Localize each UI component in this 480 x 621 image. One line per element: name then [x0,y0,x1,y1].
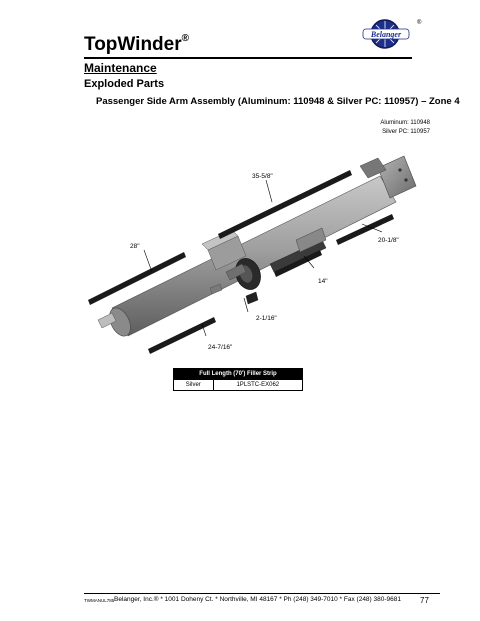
footer-address: Belanger, Inc.® * 1001 Doheny Ct. * Northville, MI 48167 * Ph (248) 349-7010 * Fax (248) 380-9681 [114,596,401,603]
subsection-heading: Exploded Parts [84,78,165,90]
table-cell-color: Silver [174,380,214,391]
logo-wordmark: Belanger [370,30,402,39]
table-cell-part: 1PLSTC-EX062 [213,380,302,391]
part-number-aluminum: Aluminum: 110948 [380,120,430,126]
filler-strip-table [173,368,303,391]
logo-registered-mark: ® [417,20,422,26]
footer-rule [84,593,440,594]
callout-20-1-8: 20-1/8" [378,237,399,244]
callout-14: 14" [318,278,328,285]
callout-35-5-8: 35-5/8" [252,173,273,180]
table-row [174,380,303,391]
callout-2-1-16: 2-1/16" [256,315,277,322]
section-heading: Maintenance [84,61,157,75]
part-number-silver-pc: Silver PC: 110957 [382,129,430,135]
callout-24-7-16: 24-7/16" [208,344,233,351]
belanger-logo [355,14,425,52]
page-number: 77 [420,596,429,605]
filler-strip-table-header: Full Length (70') Filler Strip [174,369,303,380]
exploded-parts-diagram [60,140,440,370]
title-registered-mark: ® [181,33,190,44]
header-rule [84,57,412,59]
page-title [84,34,189,56]
document-id: TWMANUL785 [84,598,115,603]
arm-tube [98,176,396,339]
assembly-title: Passenger Side Arm Assembly (Aluminum: 110948 & Silver PC: 110957) – Zone 4 [96,96,460,107]
part-number-label [340,119,430,137]
title-text: TopWinder [84,34,182,55]
callout-28: 28" [130,243,140,250]
